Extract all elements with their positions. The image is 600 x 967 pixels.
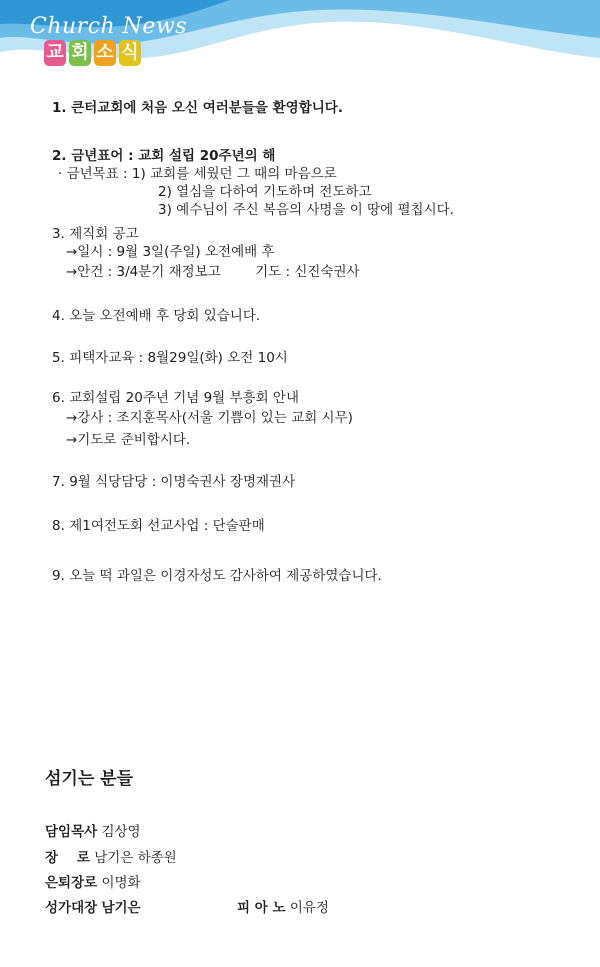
news-item-2-sub: 2) 열심을 다하여 기도하며 전도하고 (158, 184, 372, 200)
news-item-5: 5. 피택자교육 : 8월29일(화) 오전 10시 (52, 350, 288, 366)
staff-row: 성가대장 남기은 (45, 900, 141, 916)
news-item-2-sub: 3) 예수님이 주신 복음의 사명을 이 땅에 펼칩시다. (158, 202, 454, 218)
staff-title: 섬기는 분들 (45, 769, 134, 789)
brand-char: 교 (44, 40, 66, 66)
news-item-4: 4. 오늘 오전예배 후 당회 있습니다. (52, 308, 261, 324)
news-item-6-sub: →기도로 준비합시다. (66, 432, 191, 448)
news-item-9: 9. 오늘 떡 과일은 이경자성도 감사하여 제공하였습니다. (52, 568, 382, 584)
news-item-3: 3. 제직회 공고 (52, 226, 139, 242)
staff-row: 장 로 남기은 하종원 (45, 850, 177, 866)
news-item-6-sub: →강사 : 조지훈목사(서울 기쁨이 있는 교회 시무) (66, 410, 353, 426)
brand-char: 식 (119, 40, 141, 66)
news-item-6: 6. 교회설립 20주년 기념 9월 부흥회 안내 (52, 390, 299, 406)
brand-title-ko (44, 40, 141, 66)
staff-row: 은퇴장로 이명화 (45, 875, 141, 891)
brand-char: 소 (94, 40, 116, 66)
news-item-2: 2. 금년표어 : 교회 설립 20주년의 해 (52, 148, 276, 164)
news-item-3-sub: →안건 : 3/4분기 재정보고 기도 : 신진숙권사 (66, 264, 360, 280)
news-item-8: 8. 제1여전도회 선교사업 : 단술판매 (52, 518, 265, 534)
news-item-1: 1. 큰터교회에 처음 오신 여러분들을 환영합니다. (52, 100, 343, 116)
brand-title-en: Church News (30, 14, 188, 39)
staff-row: 피 아 노 이유정 (237, 900, 329, 916)
news-item-3-sub: →일시 : 9월 3일(주일) 오전예배 후 (66, 244, 275, 260)
staff-row: 담임목사 김상영 (45, 824, 141, 840)
news-item-2-sub: · 금년목표 : 1) 교회를 세웠던 그 때의 마음으로 (58, 166, 337, 182)
news-item-7: 7. 9월 식당담당 : 이명숙권사 장명재권사 (52, 474, 296, 490)
brand-char: 회 (69, 40, 91, 66)
header-banner (0, 0, 600, 100)
